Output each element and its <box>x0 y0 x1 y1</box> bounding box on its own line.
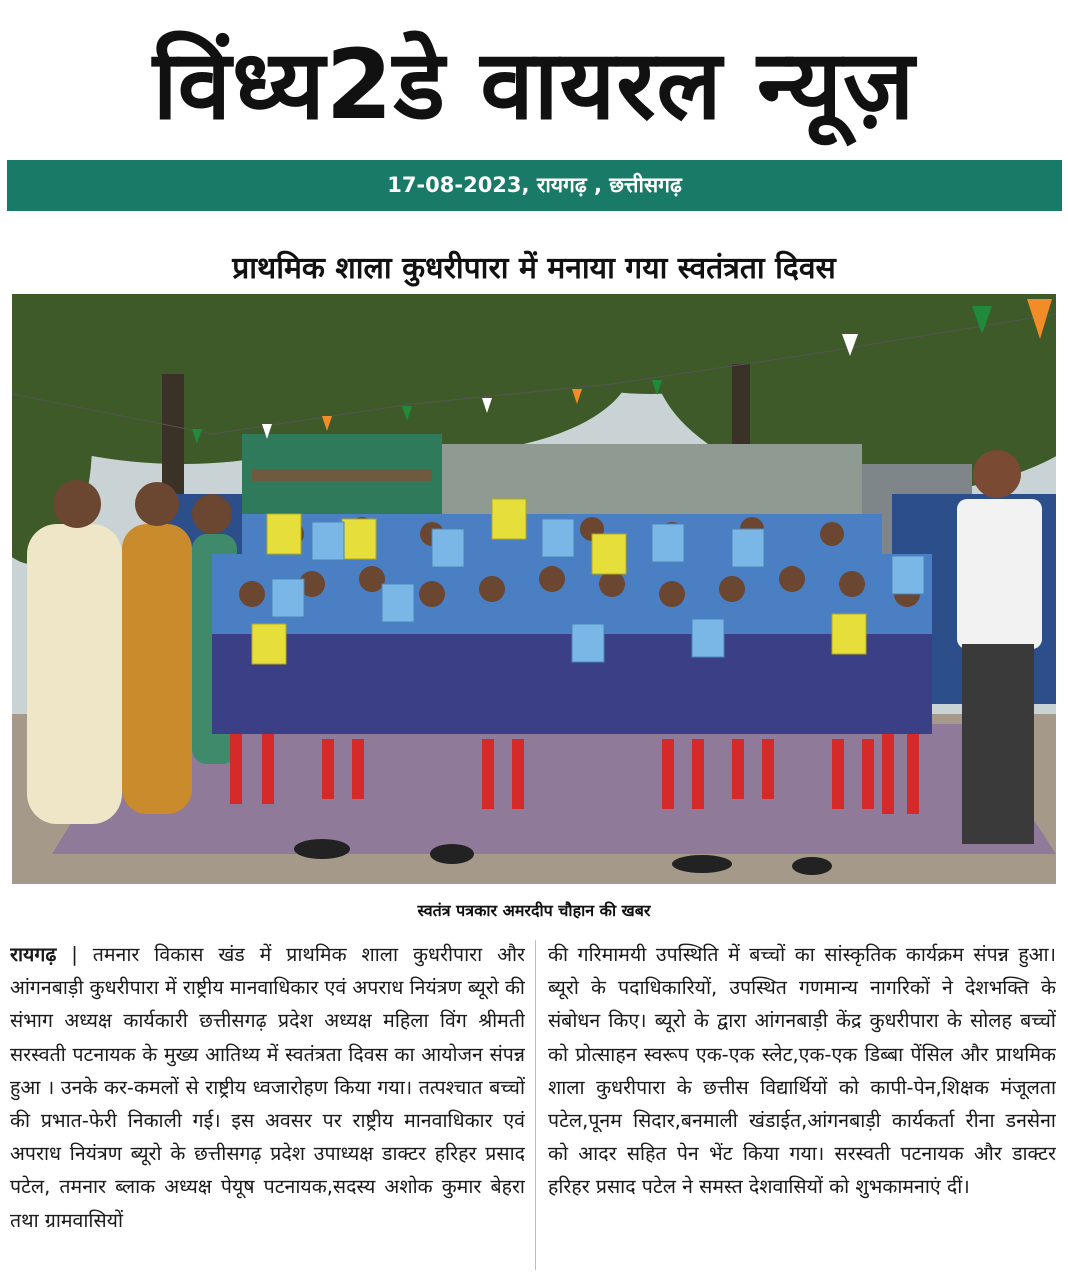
article-body-part-2: की गरिमामयी उपस्थिति में बच्चों का सांस्कृतिक कार्यक्रम संपन्न हुआ। ब्यूरो के पदाधिकारियों, उपस्थित गणमान्य नागरिकों ने देशभक्ति के संबोधन किए। ब्यूरो के द्वारा आंगनबाड़ी केंद्र कुधरीपारा के सोलह बच्चों को प्रोत्साहन स्वरूप एक-एक स्लेट,एक-एक डिब्बा पेंसिल और प्राथमिक शाला कुधरीपारा के छत्तीस विद्यार्थियों को कापी-पेन,शिक्षक मंजूलता पटेल,पूनम सिदार,बनमाली खंडाईत,आंगनबाड़ी कार्यकर्ता रीना डनसेना को आदर सहित पेन भेंट किया गया। सरस्वती पटनायक और डाक्टर हरिहर प्रसाद पटेल ने समस्त देशवासियों को शुभकामनाएं दीं। <box>548 943 1056 1199</box>
photo-caption: स्वतंत्र पत्रकार अमरदीप चौहान की खबर <box>417 901 651 920</box>
article-headline: प्राथमिक शाला कुधरीपारा में मनाया गया स्वतंत्रता दिवस <box>232 251 836 286</box>
column-divider <box>535 940 536 1270</box>
article-column-left <box>10 938 525 1273</box>
article-column-right <box>548 938 1056 1273</box>
article-body-part-1: तमनार विकास खंड में प्राथमिक शाला कुधरीपारा और आंगनबाड़ी कुधरीपारा में राष्ट्रीय मानवाधिकार एवं अपराध नियंत्रण ब्यूरो की संभाग अध्यक्ष कार्यकारी छत्तीसगढ़ प्रदेश अध्यक्ष महिला विंग श्रीमती सरस्वती पटनायक के मुख्य आतिथ्य में स्वतंत्रता दिवस का आयोजन संपन्न हुआ । उनके कर-कमलों से राष्ट्रीय ध्वजारोहण किया गया। तत्पश्चात बच्चों की प्रभात-फेरी निकाली गई। इस अवसर पर राष्ट्रीय मानवाधिकार एवं अपराध नियंत्रण ब्यूरो के छत्तीसगढ़ प्रदेश उपाध्यक्ष डाक्टर हरिहर प्रसाद पटेल, तमनार ब्लाक अध्यक्ष पेयूष पटनायक,सदस्य अशोक कुमार बेहरा तथा ग्रामवासियों <box>10 943 525 1232</box>
article-photo <box>12 294 1056 884</box>
dateline-bar: 17-08-2023, रायगढ़ , छत्तीसगढ़ <box>7 160 1062 211</box>
masthead-title: विंध्य2डे वायरल न्यूज़ <box>152 29 916 141</box>
place-name: रायगढ़ <box>10 943 57 966</box>
place-separator: | <box>56 943 93 966</box>
adult-man <box>957 450 1042 844</box>
